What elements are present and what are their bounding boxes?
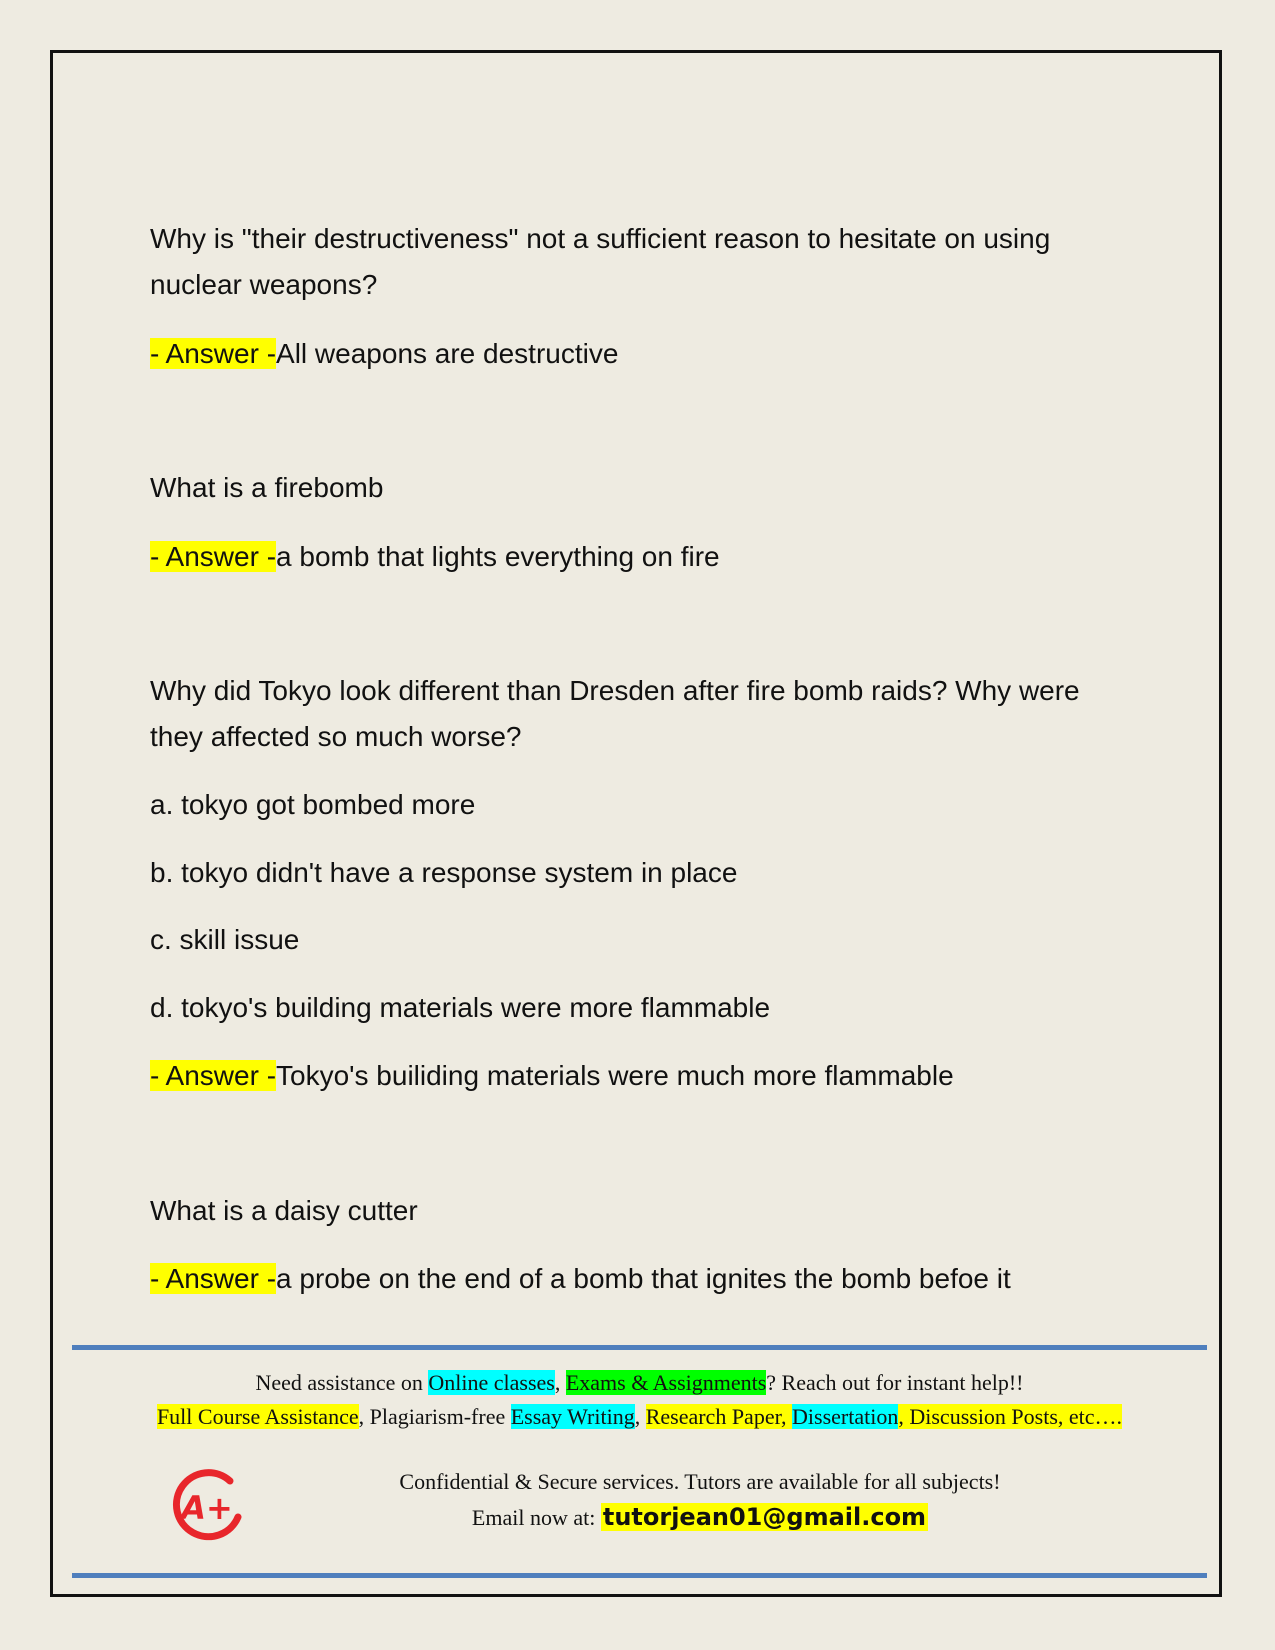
footer-text: ,: [554, 1370, 566, 1395]
question-1: Why is "their destructiveness" not a sufficient reason to hesitate on using nuclear weapons?: [150, 223, 1051, 300]
footer-line-4: [220, 1502, 1180, 1533]
email-label: Email now at:: [471, 1505, 601, 1530]
option-b: b. tokyo didn't have a response system in place: [150, 857, 738, 888]
answer-2: [150, 537, 720, 577]
answer-prefix: - Answer -: [150, 1060, 277, 1091]
question-4: What is a daisy cutter: [150, 1195, 418, 1226]
footer-line-3: Confidential & Secure services. Tutors are available for all subjects!: [399, 1469, 1001, 1494]
answer-text: Tokyo's builiding materials were much more flammable: [276, 1060, 954, 1091]
exams-assignments-highlight: Exams & Assignments: [565, 1370, 767, 1395]
answer-prefix: - Answer -: [150, 338, 277, 369]
footer-text: , Plagiarism-free: [358, 1404, 511, 1429]
footer-bottom-rule: [72, 1573, 1207, 1578]
footer-text: ? Reach out for instant help!!: [766, 1370, 1024, 1395]
answer-text: All weapons are destructive: [276, 338, 619, 369]
logo-text: A+: [181, 1489, 233, 1527]
essay-writing-highlight: Essay Writing: [510, 1404, 635, 1429]
footer-top-rule: [72, 1345, 1207, 1350]
option-c: c. skill issue: [150, 924, 300, 955]
answer-3: [150, 1056, 954, 1096]
footer-line-2: [72, 1402, 1207, 1432]
footer-text: ,: [634, 1404, 646, 1429]
option-d: d. tokyo's building materials were more flammable: [150, 992, 771, 1023]
email-link[interactable]: tutorjean01@gmail.com: [602, 1503, 927, 1531]
research-paper-highlight: Research Paper,: [645, 1404, 793, 1429]
option-a: a. tokyo got bombed more: [150, 789, 476, 820]
answer-prefix: - Answer -: [150, 541, 277, 572]
dissertation-highlight: Dissertation: [792, 1404, 899, 1429]
online-classes-highlight: Online classes: [428, 1370, 555, 1395]
question-3: Why did Tokyo look different than Dresden after fire bomb raids? Why were they affected so much worse?: [150, 675, 1080, 752]
footer-line-1: [72, 1368, 1207, 1398]
full-course-highlight: Full Course Assistance: [156, 1404, 359, 1429]
answer-1: [150, 334, 618, 374]
footer-text: Need assistance on: [255, 1370, 429, 1395]
answer-text: a probe on the end of a bomb that ignites the bomb befoe it: [276, 1263, 1011, 1294]
answer-text: a bomb that lights everything on fire: [276, 541, 720, 572]
question-2: What is a firebomb: [150, 472, 384, 503]
answer-4: [150, 1259, 1011, 1299]
answer-prefix: - Answer -: [150, 1263, 277, 1294]
discussion-posts-highlight: , Discussion Posts, etc….: [898, 1404, 1123, 1429]
